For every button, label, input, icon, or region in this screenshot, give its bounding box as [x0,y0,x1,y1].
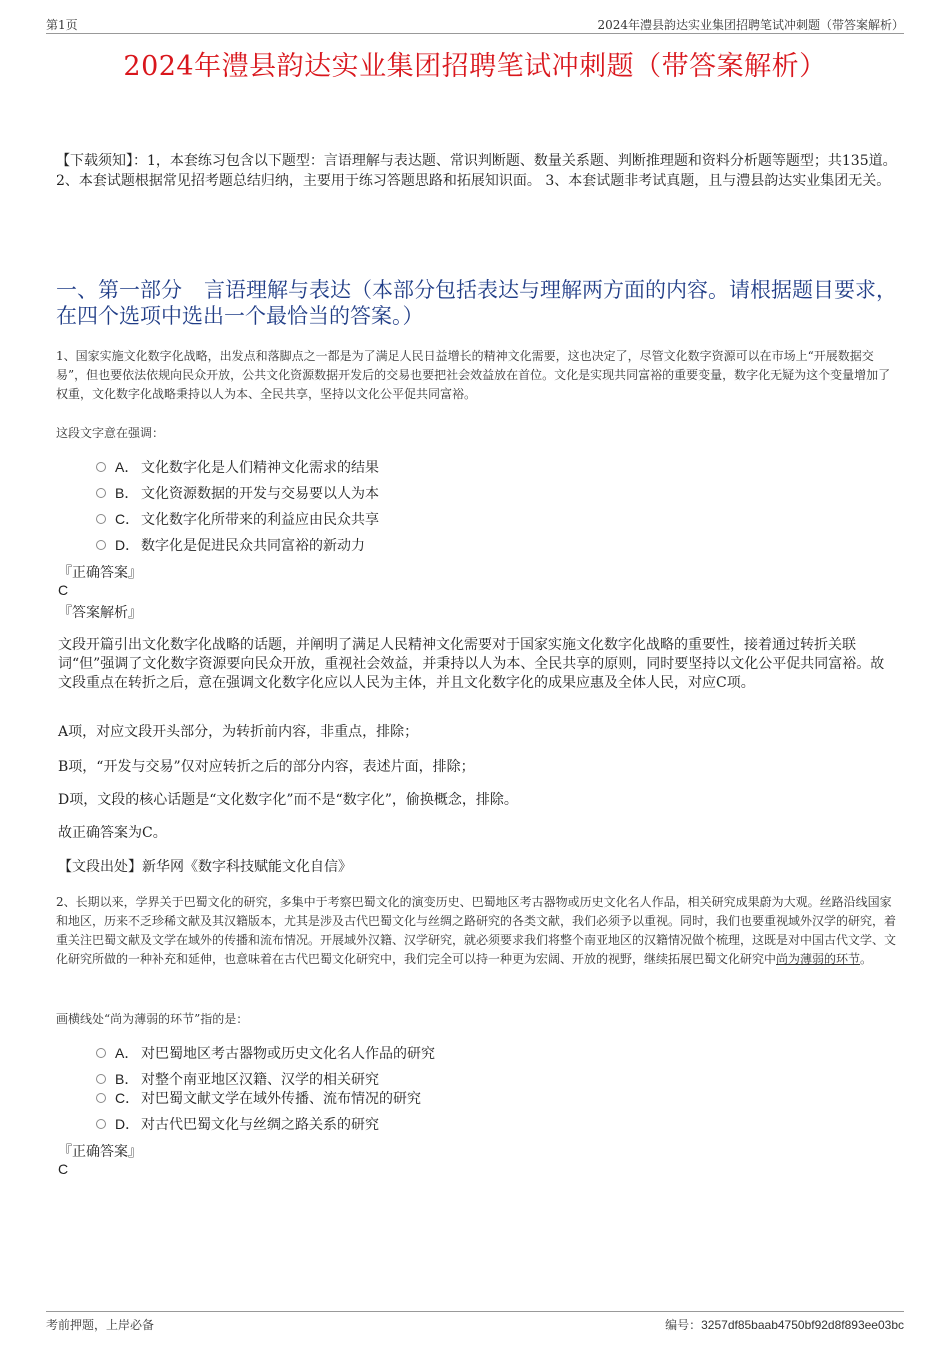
option-text: 对巴蜀文献文学在域外传播、流布情况的研究 [141,1091,421,1107]
q1-option-d[interactable] [96,535,365,555]
option-text: 对整个南亚地区汉籍、汉学的相关研究 [141,1072,379,1088]
q1-note-b: B项，“开发与交易”仅对应转折之后的部分内容，表述片面，排除； [58,759,475,775]
option-label: D． [115,537,140,553]
q1-conclusion: 故正确答案为C。 [58,825,167,841]
q2-answer-tag: 『正确答案』 [58,1144,142,1160]
radio-icon[interactable] [96,462,106,472]
radio-icon[interactable] [96,514,106,524]
radio-icon[interactable] [96,488,106,498]
option-label: D． [115,1116,140,1132]
footer-code: 3257df85baab4750bf92d8f893ee03bc [701,1318,904,1332]
q1-analysis: 文段开篇引出文化数字化战略的话题，并阐明了满足人民精神文化需要对于国家实施文化数字化战略的重要性，接着通过转折关联词“但”强调了文化数字资源要向民众开放，重视社会效益，并秉持以人为本、全民共享的原则，同时要坚持以文化公平促共同富裕。故文段重点在转折之后，意在强调文化数字化应以人民为主体，并且文化数字化的成果应惠及全体人民，对应C项。 [58,637,885,691]
q1-source: 【文段出处】新华网《数字科技赋能文化自信》 [58,859,352,875]
q2-text-after: 。 [860,952,873,966]
option-label: B． [115,1071,139,1087]
option-text: 文化数字化所带来的利益应由民众共享 [141,512,379,528]
question-2-text [56,893,902,969]
option-text: 数字化是促进民众共同富裕的新动力 [141,538,365,554]
q1-answer-tag: 『正确答案』 [58,565,142,581]
download-notice: 【下载须知】：1，本套练习包含以下题型：言语理解与表达题、常识判断题、数量关系题、判断推理题和资料分析题等题型；共135道。 2、本套试题根据常见招考题总结归纳，主要用于练习答题思路和拓展知识面。 3、本套试题非考试真题，且与澧县韵达实业集团无关。 [56,153,897,189]
footer-code-label: 编号： [665,1318,702,1332]
option-label: C． [115,1090,140,1106]
q1-note-a: A项，对应文段开头部分，为转折前内容，非重点，排除； [58,724,419,740]
question-1-prompt: 这段文字意在强调： [56,426,165,440]
q1-answer: C [58,582,69,598]
option-text: 对古代巴蜀文化与丝绸之路关系的研究 [141,1117,379,1133]
section-desc: 言语理解与表达（本部分包括表达与理解两方面的内容。请根据题目要求，在四个选项中选出一个最恰当的答案。） [56,278,897,328]
q1-note-d: D项，文段的核心话题是“文化数字化”而不是“数字化”，偷换概念，排除。 [58,792,518,808]
header-doc-title: 2024年澧县韵达实业集团招聘笔试冲刺题（带答案解析） [597,18,904,32]
page-number: 第1页 [46,18,78,32]
q2-underlined-phrase: 尚为薄弱的环节 [776,952,861,966]
option-label: C． [115,511,140,527]
radio-icon[interactable] [96,1074,106,1084]
q2-option-b[interactable] [96,1069,379,1089]
q1-option-a[interactable] [96,457,379,477]
question-2-prompt: 画横线处“尚为薄弱的环节”指的是： [56,1012,249,1026]
section-part: 一、第一部分 [56,278,182,302]
question-1-text: 1、国家实施文化数字化战略，出发点和落脚点之一都是为了满足人民日益增长的精神文化需要，这也决定了，尽管文化数字资源可以在市场上“开展数据交易”，但也要依法依规向民众开放，公共文化资源数据开发后的交易也要把社会效益放在首位。文化是实现共同富裕的重要变量，数字化无疑为这个变量增加了权重，文化数字化战略秉持以人为本、全民共享，坚持以文化公平促共同富裕。 [56,349,891,401]
page-footer [46,1311,904,1332]
option-label: A． [115,1045,139,1061]
q1-analysis-tag: 『答案解析』 [58,605,142,621]
footer-code-block [665,1316,904,1333]
option-text: 文化数字化是人们精神文化需求的结果 [141,460,379,476]
q2-option-a[interactable] [96,1043,435,1063]
q2-answer: C [58,1161,69,1177]
option-text: 对巴蜀地区考古器物或历史文化名人作品的研究 [141,1046,435,1062]
q2-option-d[interactable] [96,1114,379,1134]
q2-text-before: 2、长期以来，学界关于巴蜀文化的研究，多集中于考察巴蜀文化的演变历史、巴蜀地区考古器物或历史文化名人作品，相关研究成果蔚为大观。丝路沿线国家和地区，历来不乏珍稀文献及其汉籍版本，尤其是涉及古代巴蜀文化与丝绸之路研究的各类文献，我们必须予以重视。同时，我们也要重视域外汉学的研究，着重关注巴蜀文献及文学在域外的传播和流布情况。开展域外汉籍、汉学研究，就必须要求我们将整个南亚地区的汉籍情况做个梳理，这既是对中国古代文学、文化研究所做的一种补充和延伸，也意味着在古代巴蜀文化研究中，我们完全可以持一种更为宏阔、开放的视野，继续拓展巴蜀文化研究中 [56,895,897,966]
option-label: A． [115,459,139,475]
page-header [46,14,904,34]
radio-icon[interactable] [96,1119,106,1129]
q1-option-b[interactable] [96,483,379,503]
q2-option-c[interactable] [96,1088,421,1108]
radio-icon[interactable] [96,1048,106,1058]
page-title: 2024年澧县韵达实业集团招聘笔试冲刺题（带答案解析） [123,51,827,82]
section-heading [56,277,902,329]
option-label: B． [115,485,139,501]
radio-icon[interactable] [96,1093,106,1103]
radio-icon[interactable] [96,540,106,550]
option-text: 文化资源数据的开发与交易要以人为本 [141,486,379,502]
q1-option-c[interactable] [96,509,379,529]
footer-slogan: 考前押题，上岸必备 [46,1318,155,1332]
